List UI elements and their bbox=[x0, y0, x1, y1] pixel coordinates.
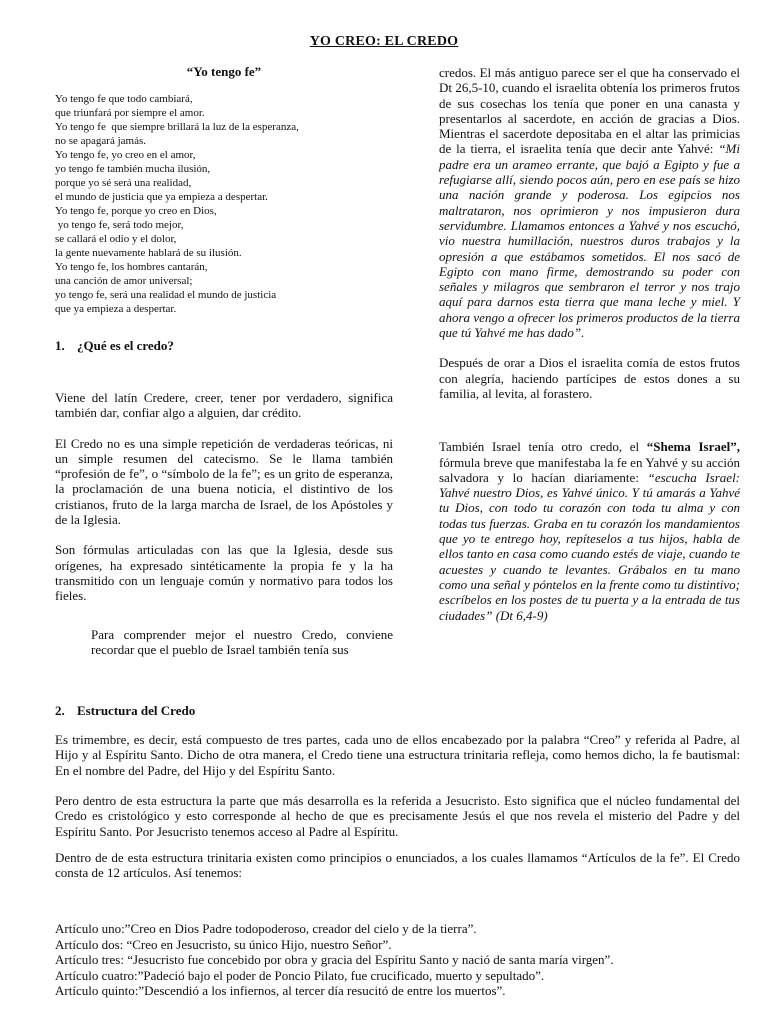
poem-line: Yo tengo fe, los hombres cantarán, bbox=[55, 261, 208, 273]
section1-paragraph-1: Viene del latín Credere, creer, tener por verdadero, significa también dar, confiar algo a alguien, dar crédito. bbox=[55, 390, 393, 421]
poem-title: “Yo tengo fe” bbox=[186, 64, 262, 79]
poem bbox=[55, 92, 393, 316]
section2-heading bbox=[55, 703, 740, 719]
section1-number: 1. bbox=[55, 338, 65, 353]
section1-paragraph-2: El Credo no es una simple repetición de verdaderas teóricas, ni un simple resumen del catecismo. Se le llama también “profesión de fe”, o “símbolo de la fe”; es un grito de esperanza, la proclamación de una buena noticia, el distintivo de los cristianos, fruto de la larga marcha de Israel, de los Apóstoles y de la Iglesia. bbox=[55, 435, 393, 528]
article-item: Artículo dos: “Creo en Jesucristo, su único Hijo, nuestro Señor”. bbox=[55, 936, 392, 952]
section1-heading-text: ¿Qué es el credo? bbox=[77, 338, 174, 353]
section1-paragraph-3: Son fórmulas articuladas con las que la Iglesia, desde sus orígenes, ha expresado sintéticamente la propia fe y la ha transmitido con un lenguaje común y normativo para todos los fieles. bbox=[55, 542, 393, 604]
poem-line: no se apagará jamás. bbox=[55, 135, 147, 147]
right-column bbox=[439, 65, 740, 623]
section2-paragraph-3: Dentro de de esta estructura trinitaria existen como principios o enunciados, a los cuales llamamos “Artículos de la fe”. El Credo consta de 12 artículos. Así tenemos: bbox=[55, 850, 740, 881]
right-paragraph-3-middle: fórmula breve que manifestaba la fe en Yahvé y su acción salvadora y lo hacían diariamente: bbox=[439, 454, 740, 485]
section2-paragraph-2: Pero dentro de esta estructura la parte que más desarrolla es la referida a Jesucristo. Esto significa que el núcleo fundamental del Credo es cristológico y esto corresponde al hecho de que es precisamente Jesús el que nos revela el misterio del Padre y del Espíritu Santo. Por Jesucristo tenemos acceso al Padre al Espíritu. bbox=[55, 793, 740, 839]
right-paragraph-2: Después de orar a Dios el israelita comía de estos frutos con alegría, haciendo partícipes de estos dones a su familia, al levita, al forastero. bbox=[439, 355, 740, 401]
article-item: Artículo uno:”Creo en Dios Padre todopoderoso, creador del cielo y de la tierra”. bbox=[55, 921, 477, 936]
article-item: Artículo quinto:”Descendió a los infiernos, al tercer día resucitó de entre los muertos”. bbox=[55, 983, 506, 999]
poem-line: yo tengo fe, será una realidad el mundo de justicia bbox=[55, 289, 277, 301]
poem-line: Yo tengo fe que siempre brillará la luz de la esperanza, bbox=[55, 121, 299, 133]
poem-line: Yo tengo fe, porque yo creo en Dios, bbox=[55, 205, 217, 217]
right-paragraph-3-text: También Israel tenía otro credo, el bbox=[439, 439, 647, 455]
poem-line: la gente nuevamente hablará de su ilusión. bbox=[55, 247, 242, 259]
section2-paragraph-1: Es trimembre, es decir, está compuesto de tres partes, cada uno de ellos encabezado por la palabra “Creo” y referida al Padre, al Hijo y al Espíritu Santo. Dicho de otra manera, el Credo tiene una estructura trinitaria refleja, como hemos dicho, la fe bautismal: En el nombre del Padre, del Hijo y del Espíritu Santo. bbox=[55, 732, 740, 778]
shema-quote: “escucha Israel: Yahvé nuestro Dios, es Yahvé único. Y tú amarás a Yahvé tu Dios, con todo tu corazón con toda tu alma y con todas tus fuerzas. Graba en tu corazón los mandamientos que yo te entrego hoy, repíteselos a tus hijos, habla de ellos tanto en casa como cuando estés de viaje, cuando te acuestes y cuando te levantes. Grábalos en tu mano como una señal y póntelos en la frente como tu distintivo; escríbelos en los postes de tu puerta y a la entrada de tus ciudades” (Dt 6,4-9) bbox=[439, 469, 741, 623]
poem-line: yo tengo fe, será todo mejor, bbox=[55, 219, 184, 231]
section2-heading-text: Estructura del Credo bbox=[77, 703, 196, 718]
right-paragraph-3 bbox=[439, 439, 740, 623]
poem-line: se callará el odio y el dolor, bbox=[55, 233, 177, 245]
article-item: Artículo tres: “Jesucristo fue concebido por obra y gracia del Espíritu Santo y nació de santa maría virgen”. bbox=[55, 952, 614, 968]
poem-line: el mundo de justicia que ya empieza a despertar. bbox=[55, 191, 268, 203]
section1-paragraph-4: Para comprender mejor el nuestro Credo, conviene recordar que el pueblo de Israel también tenía sus bbox=[91, 626, 393, 657]
left-column bbox=[55, 64, 393, 657]
right-paragraph-1 bbox=[439, 65, 740, 340]
section1-heading bbox=[55, 338, 393, 354]
article-item: Artículo cuatro:”Padeció bajo el poder de Poncio Pilato, fue crucificado, muerto y sepultado”. bbox=[55, 967, 545, 983]
articles-list bbox=[55, 921, 740, 999]
poem-line: una canción de amor universal; bbox=[55, 275, 193, 287]
section2-number: 2. bbox=[55, 703, 65, 718]
document-title: YO CREO: EL CREDO bbox=[309, 34, 459, 49]
deuteronomy-quote: “Mi padre era un arameo errante, que bajó a Egipto y fue a refugiarse allí, siendo pocos aún, pero en ese país se hizo una nación grande y poderosa. Los egipcios nos maltrataron, nos oprimieron y nos impusieron dura servidumbre. Llamamos entonces a Yahvé y nos escuchó, vio nuestra humillación, nuestros duros trabajos y la opresión a que estábamos sometidos. El nos sacó de Egipto con mano firme, demostrando su poder con señales y milagros que sembraron el terror y nos trajo aquí para darnos esta tierra que mana leche y miel. Y ahora vengo a ofrecer los primeros productos de la tierra que tú Yahvé me has dado”. bbox=[439, 141, 740, 341]
poem-line: que triunfará por siempre el amor. bbox=[55, 107, 205, 119]
poem-line: Yo tengo fe que todo cambiará, bbox=[55, 93, 193, 105]
right-paragraph-1-text: credos. El más antiguo parece ser el que ha conservado el Dt 26,5-10, cuando el israelita obtenía los primeros frutos de sus cosechas los tenía que poner en una canasta y presentarlos al sacerdote, en acción de gracias a Dios. Mientras el sacerdote depositaba en el altar las primicias de la tierra, el israelita tenía que decir ante Yahvé: bbox=[439, 65, 740, 157]
poem-line: que ya empieza a despertar. bbox=[55, 303, 177, 315]
poem-line: yo tengo fe también mucha ilusión, bbox=[55, 163, 211, 175]
poem-line: porque yo sé será una realidad, bbox=[55, 177, 192, 189]
shema-israel-label: “Shema Israel”, bbox=[646, 439, 740, 455]
poem-line: Yo tengo fe, yo creo en el amor, bbox=[55, 149, 196, 161]
